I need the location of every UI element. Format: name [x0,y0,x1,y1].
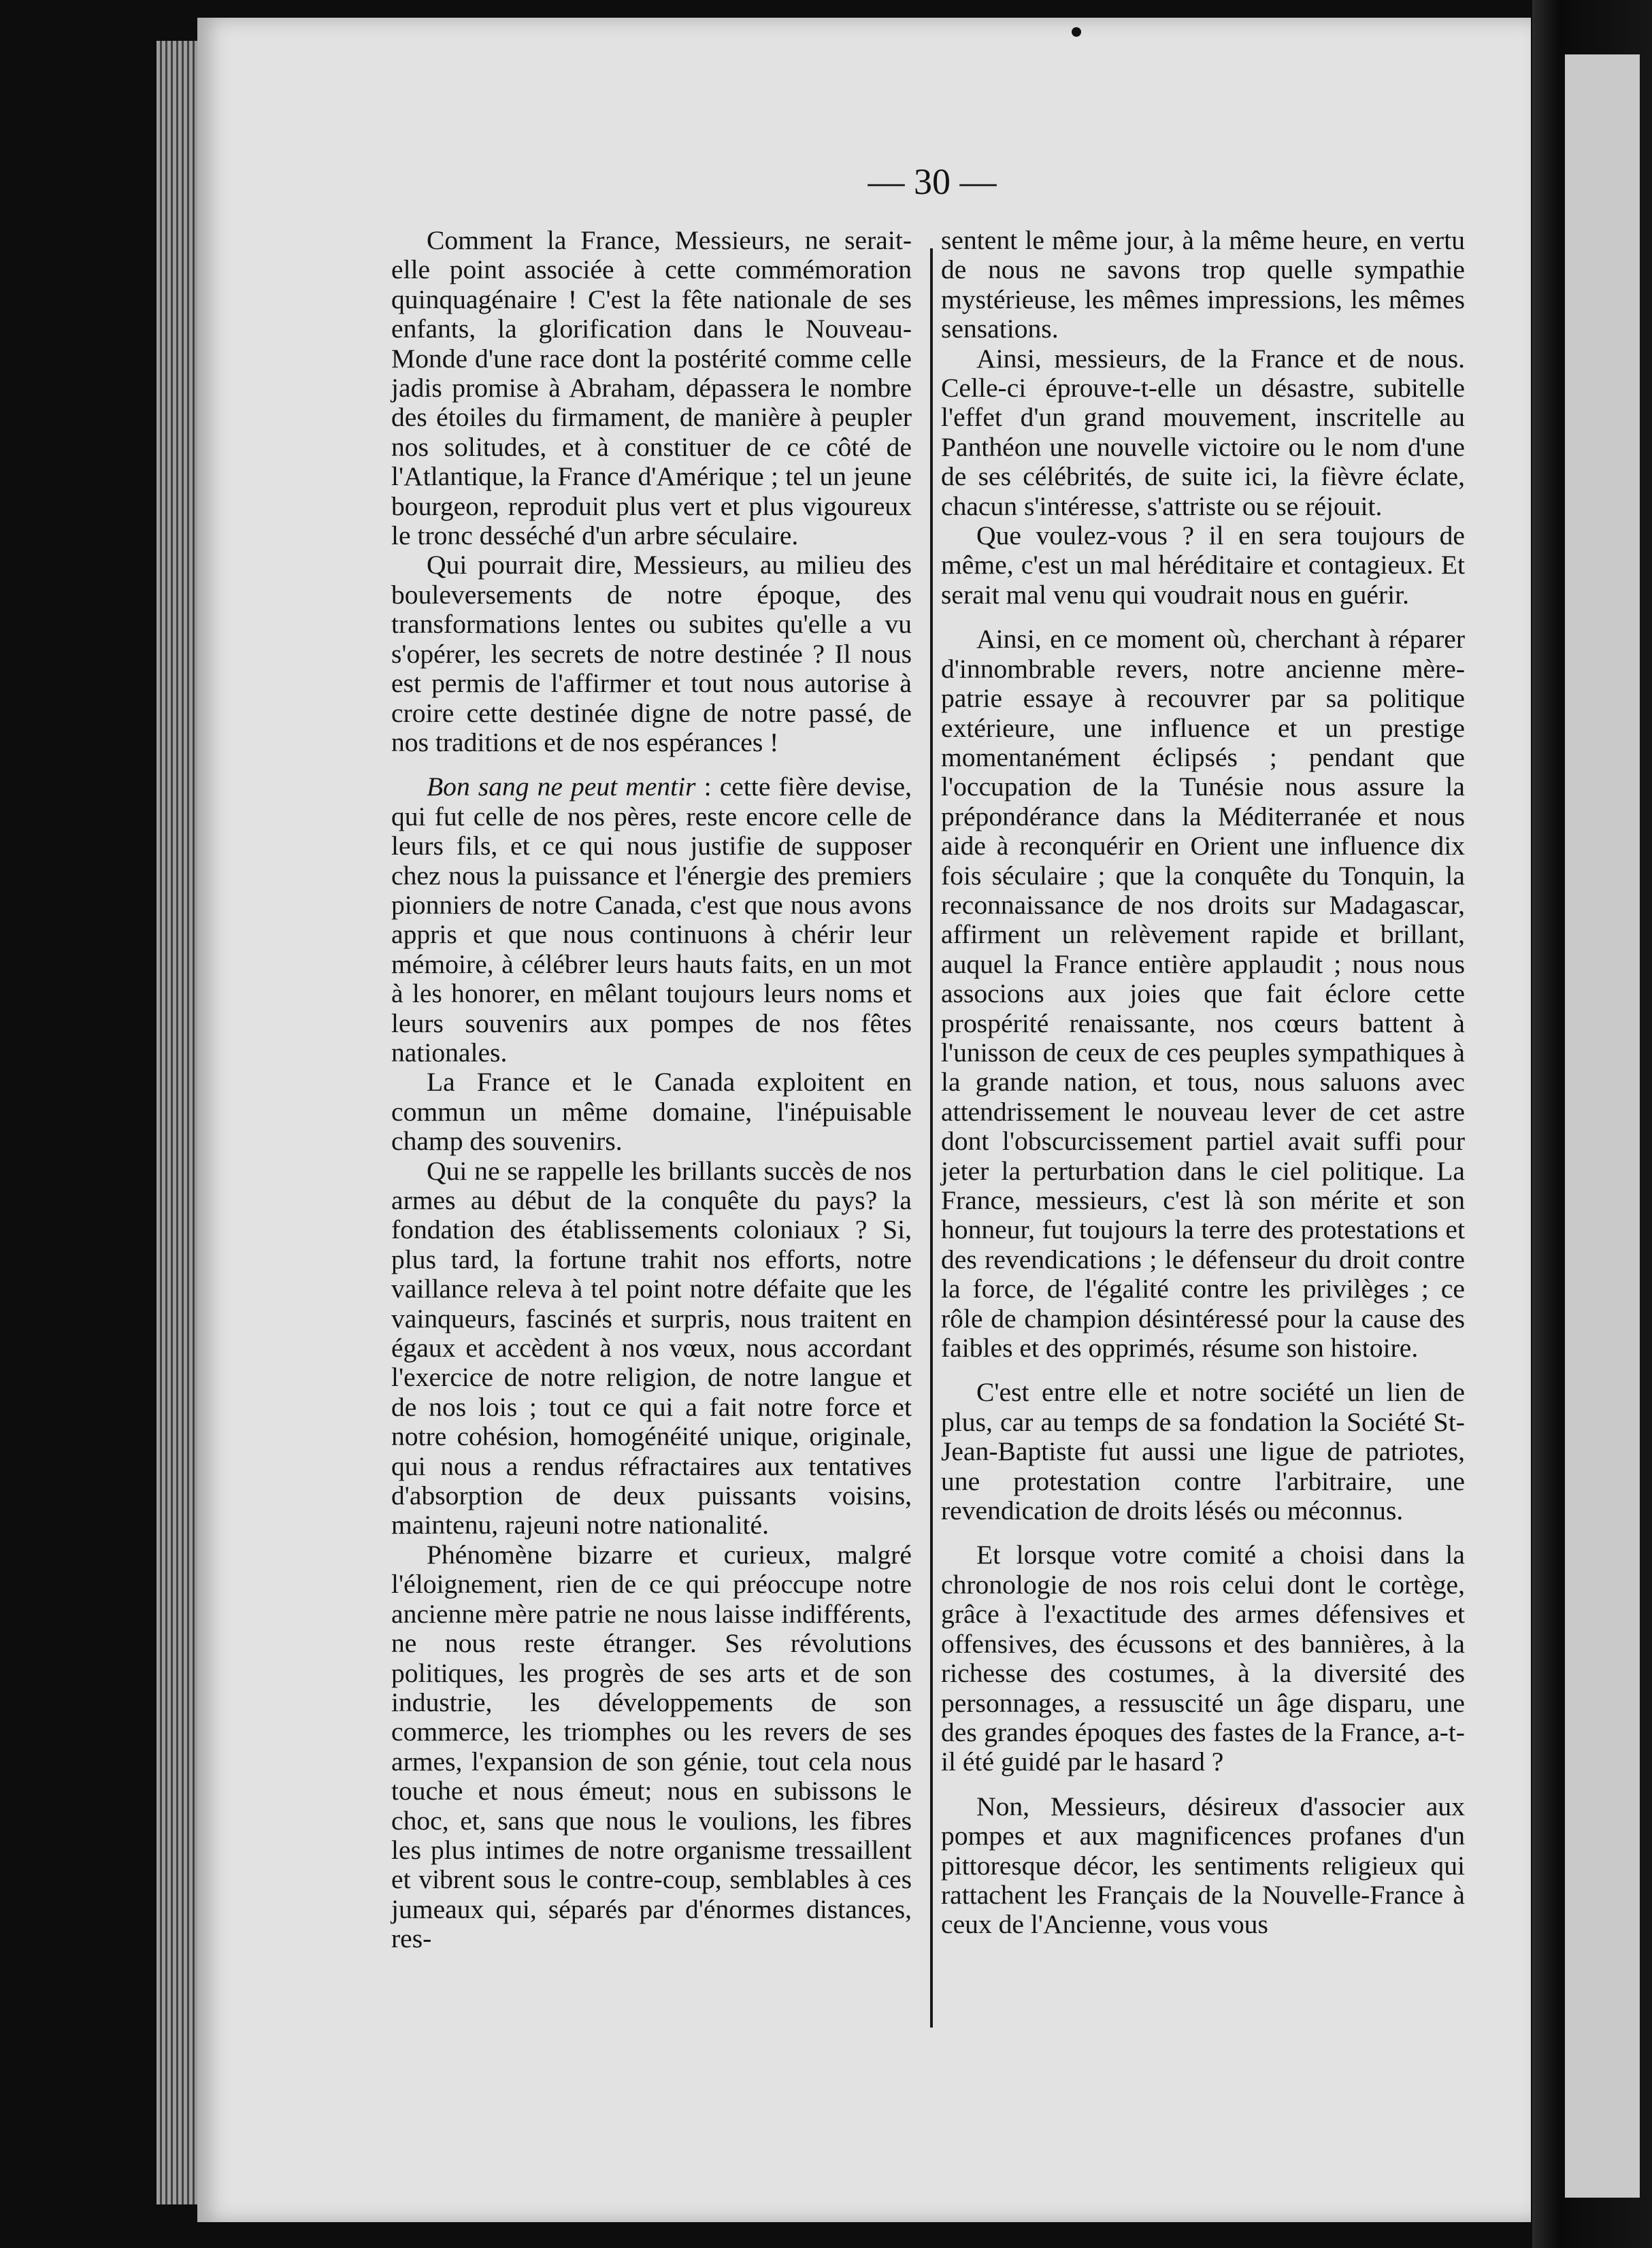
right-text-column [941,226,1465,1940]
paragraph: Qui pourrait dire, Messieurs, au milieu des bouleversements de notre époque, des transformations lentes ou subites qu'elle a vu s'opérer, les secrets de notre destinée ? Il nous est permis de l'affirmer et tout nous autorise à croire cette destinée digne de notre passé, de nos traditions et de nos espérances ! [391,550,912,757]
paragraph: Ainsi, en ce moment où, cherchant à réparer d'innombrable revers, notre ancienne mère-patrie essaye à recouvrer par sa politique extérieure, une influence et un prestige momentanément éclipsés ; pendant que l'occupation de la Tunésie nous assure la prépondérance dans la Méditerranée et nous aide à reconquérir en Orient une influence dix fois séculaire ; que la conquête du Tonquin, la reconnaissance de nos droits sur Madagascar, affirment un relèvement rapide et brillant, auquel la France entière applaudit ; nous nous associons aux joies que fait éclore cette prospérité renaissante, nos cœurs battent à l'unisson de ceux de ces peuples sympathiques à la grande nation, et tous, nous saluons avec attendrissement le nouveau lever de cet astre dont l'obscurcissement partiel avait suffi pour jeter la perturbation dans le ciel politique. La France, messieurs, c'est là son mérite et son honneur, fut toujours la terre des protestations et des revendications ; le défenseur du droit contre la force, de l'égalité contre les privilèges ; ce rôle de champion désintéressé pour la cause des faibles et des opprimés, résume son histoire. [941,624,1465,1363]
column-divider [930,248,933,2028]
paragraph: Qui ne se rappelle les brillants succès de nos armes au début de la conquête du pays? la fondation des établissements coloniaux ? Si, plus tard, la fortune trahit nos efforts, notre vaillance releva à tel point notre défaite que les vainqueurs, fascinés et surpris, nous traitent en égaux et accèdent à nos vœux, nous accordant l'exercice de notre religion, de notre langue et de nos lois ; tout ce qui a fait notre force et notre cohésion, homogénéité unique, originale, qui nous a rendus réfractaires aux tentatives d'absorption de deux puissants voisins, maintenu, rajeuni notre nationalité. [391,1155,912,1540]
paragraph: Ainsi, messieurs, de la France et de nous. Celle-ci éprouve-t-elle un désastre, subitelle l'effet d'un grand mouvement, inscritelle au Panthéon une nouvelle victoire ou le nom d'une de ses célébrités, de suite ici, la fièvre éclate, chacun s'intéresse, s'attriste ou se réjouit. [941,343,1465,521]
ink-dot [1072,27,1081,37]
page-number: — 30 — [868,161,997,202]
paragraph: Et lorsque votre comité a choisi dans la chronologie de nos rois celui dont le cortège, grâce à l'exactitude des armes défensives et offensives, des écussons et des bannières, à la richesse des costumes, à la diversité des personnages, a ressuscité un âge disparu, une des grandes époques des fastes de la France, a-t-il été guidé par le hasard ? [941,1540,1465,1777]
left-text-column [391,226,912,1954]
paragraph: Que voulez-vous ? il en sera toujours de même, c'est un mal héréditaire et contagieux. Et serait mal venu qui voudrait nous en guérir. [941,520,1465,610]
paragraph: La France et le Canada exploitent en commun un même domaine, l'inépuisable champ des souvenirs. [391,1067,912,1157]
paragraph: C'est entre elle et notre société un lien de plus, car au temps de sa fondation la Société St-Jean-Baptiste fut aussi une ligue de patriotes, une protestation contre l'arbitraire, une revendication de droits lésés ou méconnus. [941,1377,1465,1526]
paragraph: sentent le même jour, à la même heure, en vertu de nous ne savons trop quelle sympathie mystérieuse, les mêmes impressions, les mêmes sensations. [941,225,1465,344]
paragraph: Non, Messieurs, désireux d'associer aux pompes et aux magnificences profanes d'un pittoresque décor, les sentiments religieux qui rattachent les Français de la Nouvelle-France à ceux de l'Ancienne, vous vous [941,1791,1465,1940]
italic-motto: Bon sang ne peut mentir [427,772,696,802]
adjacent-page-edge [1565,54,1640,2198]
paragraph: Phénomène bizarre et curieux, malgré l'éloignement, rien de ce qui préoccupe notre ancienne mère patrie ne nous laisse indifférents, ne nous reste étranger. Ses révolutions politiques, les progrès de ses arts et de son industrie, les développements de son commerce, les triomphes ou les revers de ses armes, l'expansion de son génie, tout cela nous touche et nous émeut; nous en subissons le choc, et, sans que nous le voulions, les fibres les plus intimes de notre organisme tressaillent et vibrent sous le contre-coup, semblables à ces jumeaux qui, séparés par d'énormes distances, res- [391,1539,912,1954]
paragraph [391,772,912,1068]
paragraph-text: : cette fière devise, qui fut celle de nos pères, reste encore celle de leurs fils, et ce qui nous justifie de supposer chez nous la puissance et l'énergie des premiers pionniers de notre Canada, c'est que nous avons appris et que nous continuons à chérir leur mémoire, à célébrer leurs hauts faits, en un mot à les honorer, en mêlant toujours leurs noms et leurs souvenirs aux pompes de nos fêtes nationales. [391,772,912,1068]
paragraph: Comment la France, Messieurs, ne serait-elle point associée à cette commémoration quinquagénaire ! C'est la fête nationale de ses enfants, la glorification dans le Nouveau-Monde d'une race dont la postérité comme celle jadis promise à Abraham, dépassera le nombre des étoiles du firmament, de manière à peupler nos solitudes, et à constituer de ce côté de l'Atlantique, la France d'Amérique ; tel un jeune bourgeon, reproduit plus vert et plus vigoureux le tronc desséché d'un arbre séculaire. [391,225,912,551]
